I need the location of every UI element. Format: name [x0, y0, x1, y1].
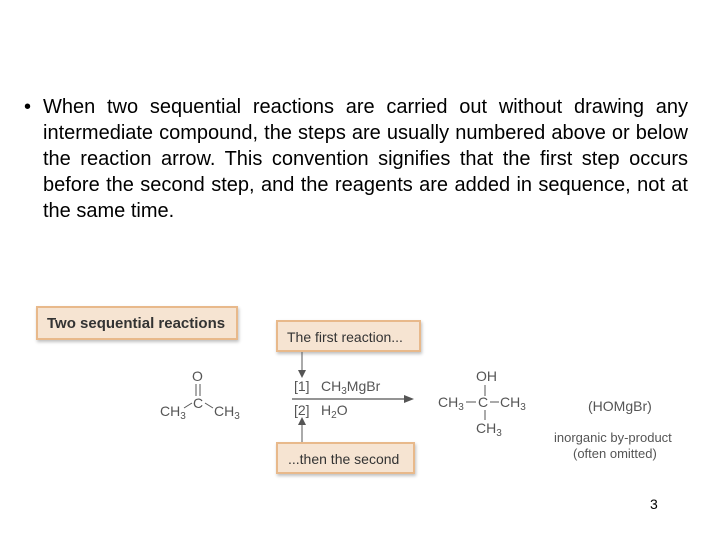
step2-reagent: $H_2O$: [321, 402, 348, 421]
page-number: 3: [650, 496, 658, 512]
bullet-marker: •: [24, 96, 32, 118]
svg-text:C: C: [478, 394, 489, 410]
svg-text:CH3: $CH_3$: [476, 420, 502, 439]
second-reaction-label: ...then the second: [276, 442, 415, 474]
alcohol-product-structure: [438, 368, 526, 439]
first-pointer-head: [298, 370, 306, 378]
second-pointer-head: [298, 417, 306, 425]
svg-text:C: C: [193, 395, 204, 411]
byproduct-note: (often omitted): [573, 446, 657, 461]
svg-text:CH3: $CH_3$: [214, 403, 240, 422]
acetone-structure: [160, 368, 240, 422]
svg-text:CH3: $CH_3$: [438, 394, 464, 413]
byproduct-formula: (HOMgBr): [588, 398, 652, 414]
step1-number: [1]: [294, 378, 310, 394]
figure-title: Two sequential reactions: [36, 306, 238, 340]
step1-reagent: $CH_3MgBr$: [321, 378, 381, 397]
step2-number: [2]: [294, 402, 310, 418]
bullet-text: When two sequential reactions are carried out without drawing any intermediate compound, the steps are usually numbered above or below the reaction arrow. This convention signifies that the first step occurs before the second step, and the reagents are added in sequence, not at the same time.: [43, 96, 688, 222]
byproduct-label: inorganic by-product: [554, 430, 672, 445]
svg-text:CH3: $CH_3$: [500, 394, 526, 413]
first-reaction-label: The first reaction...: [276, 320, 421, 352]
svg-text:CH3: $CH_3$: [160, 403, 186, 422]
svg-text:O: O: [192, 368, 203, 384]
reaction-arrowhead: [404, 395, 414, 403]
svg-text:OH: OH: [476, 368, 497, 384]
